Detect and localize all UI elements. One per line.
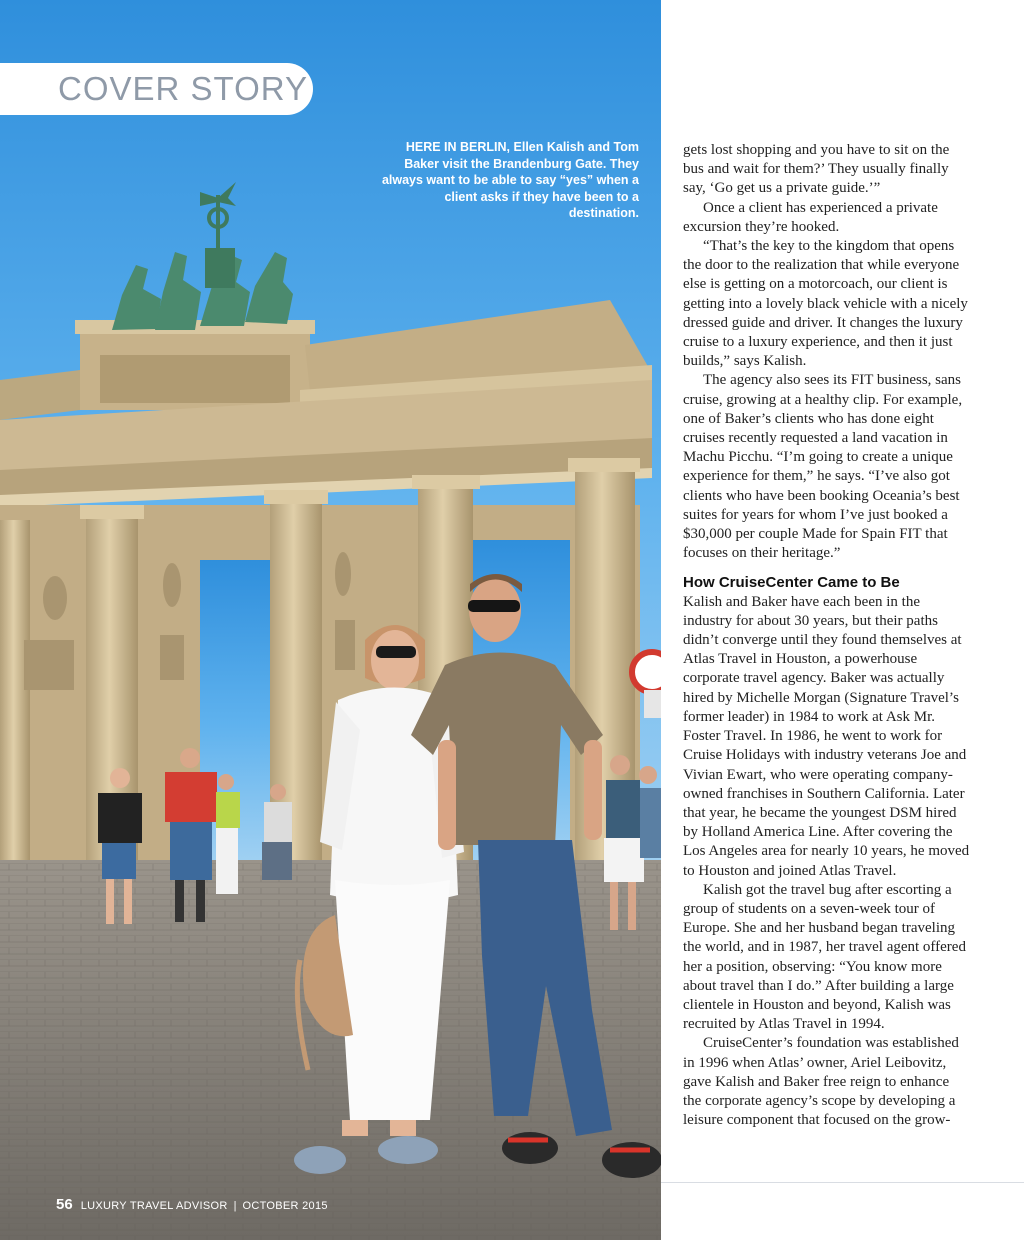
article-paragraph: Kalish and Baker have each been in the industry for about 30 years, but their paths didn’t converge until they found themselves at Atlas Travel in Houston, a powerhouse corporate travel agency. Baker was actually hired by Michelle Morgan (Signature Travel’s former leader) in 1984 to work at Ask Mr. Foster Travel. In 1986, he went to work for Cruise Holidays with industry veterans Joe and Vivian Ewart, who were operating company-owned franchises in Southern California. Later that year, he became the youngest DSM hired by Holland America Line. After covering the Los Angeles area for nearly 10 years, he moved to Houston and joined Atlas Travel. [683,593,970,879]
article-paragraph: gets lost shopping and you have to sit on the bus and wait for them?’ They usually finally say, ‘Go get us a private guide.’” [683,142,950,197]
footer-separator: | [233,1200,237,1212]
article-paragraph: CruiseCenter’s foundation was established in 1996 when Atlas’ owner, Ariel Leibovitz, gave Kalish and Baker free reign to enhance the corporate agency’s scope by developing a leisure component that focused on the grow- [683,1035,959,1129]
caption-text: Ellen Kalish and Tom Baker visit the Brandenburg Gate. They always want to be able to say “yes” when a client asks if they have been to a destination. [381,140,639,221]
issue-date: OCTOBER 2015 [242,1200,328,1212]
article-paragraph: “That’s the key to the kingdom that opens the door to the realization that while everyone else is getting on a motorcoach, our client is getting into a lovely black vehicle with a nicely dressed guide and driver. It changes the luxury cruise to a luxury experience, and then it just builds,” says Kalish. [683,238,968,370]
article-subhead: How CruiseCenter Came to Be [683,574,900,592]
photo-caption [380,139,639,222]
page-number: 56 [56,1196,73,1213]
publication-name: LUXURY TRAVEL ADVISOR [80,1200,228,1212]
article-paragraph: Kalish got the travel bug after escorting a group of students on a seven-week tour of Europe. She and her husband began traveling the world, and in 1987, her travel agent offered her a position, observing: “You know more about travel than I do.” After building a large clientele in Houston and beyond, Kalish was recruited by Atlas Travel in 1994. [683,881,966,1033]
article-column [683,141,971,1130]
article-paragraph: Once a client has experienced a private excursion they’re hooked. [683,199,938,235]
page-footer [56,1196,328,1214]
column-bottom-rule [661,1182,1024,1183]
section-label: COVER STORY [0,63,313,115]
article-paragraph: The agency also sees its FIT business, sans cruise, growing at a healthy clip. For example, one of Baker’s clients who has done eight cruises recently requested a land vacation in Machu Picchu. “I’m going to create a unique experience for them,” he says. “I’ve also got clients who have been booking Oceania’s best suites for years for whom I’ve just booked a $30,000 per couple Made for Spain FIT that focuses on their heritage.” [683,372,963,562]
caption-lead: HERE IN BERLIN, [405,140,511,154]
